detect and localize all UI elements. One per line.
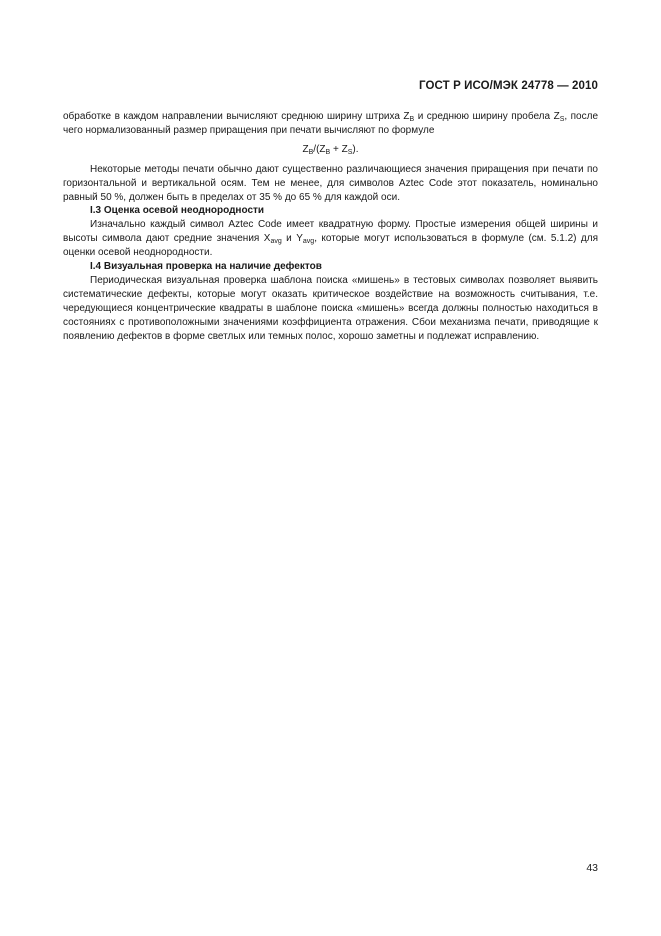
formula: $Z_B/(Z_B + Z_S)$. bbox=[302, 143, 359, 156]
paragraph-print-methods: Некоторые методы печати обычно дают существенно различающиеся значения приращения при печати по горизонтальной и вертикальной осям. Тем не менее, для символов Aztec Code этот показатель, номинально равный 50 %, должен быть в пределах от 35 % до 65 % для каждой оси. bbox=[63, 163, 598, 203]
paragraph-visual-inspection: Периодическая визуальная проверка шаблона поиска «мишень» в тестовых символах позволяет выявить систематические дефекты, которые могут оказать критическое воздействие на возможность считывания, т.е. чередующиеся концентрические квадраты в шаблоне поиска «мишень» всегда должны полностью находиться в состояниях с противоположными значениями коэффициента отражения. Сбои механизма печати, приводящие к появлению дефектов в форме светлых или темных полос, хорошо заметны и подлежат исправлению. bbox=[63, 274, 598, 342]
page-number: 43 bbox=[586, 862, 598, 874]
page-body bbox=[63, 110, 598, 344]
paragraph-axial-nonuniformity: Изначально каждый символ Aztec Code имеет квадратную форму. Простые измерения общей ширины и высоты символа дают средние значения $X_{avg}$ и $Y_{avg}$, которые могут использоваться в формуле (см. 5.1.2) для оценки осевой неоднородности. bbox=[63, 219, 599, 259]
section-heading-i3: I.3 Оценка осевой неоднородности bbox=[90, 205, 265, 217]
section-heading-i4: I.4 Визуальная проверка на наличие дефектов bbox=[90, 261, 322, 273]
paragraph-intro: обработке в каждом направлении вычисляют среднюю ширину штриха $Z_B$ и среднюю ширину пробела $Z_S$, после чего нормализованный размер приращения при печати вычисляют по формуле bbox=[63, 111, 599, 136]
document-header: ГОСТ Р ИСО/МЭК 24778 — 2010 bbox=[419, 80, 598, 92]
